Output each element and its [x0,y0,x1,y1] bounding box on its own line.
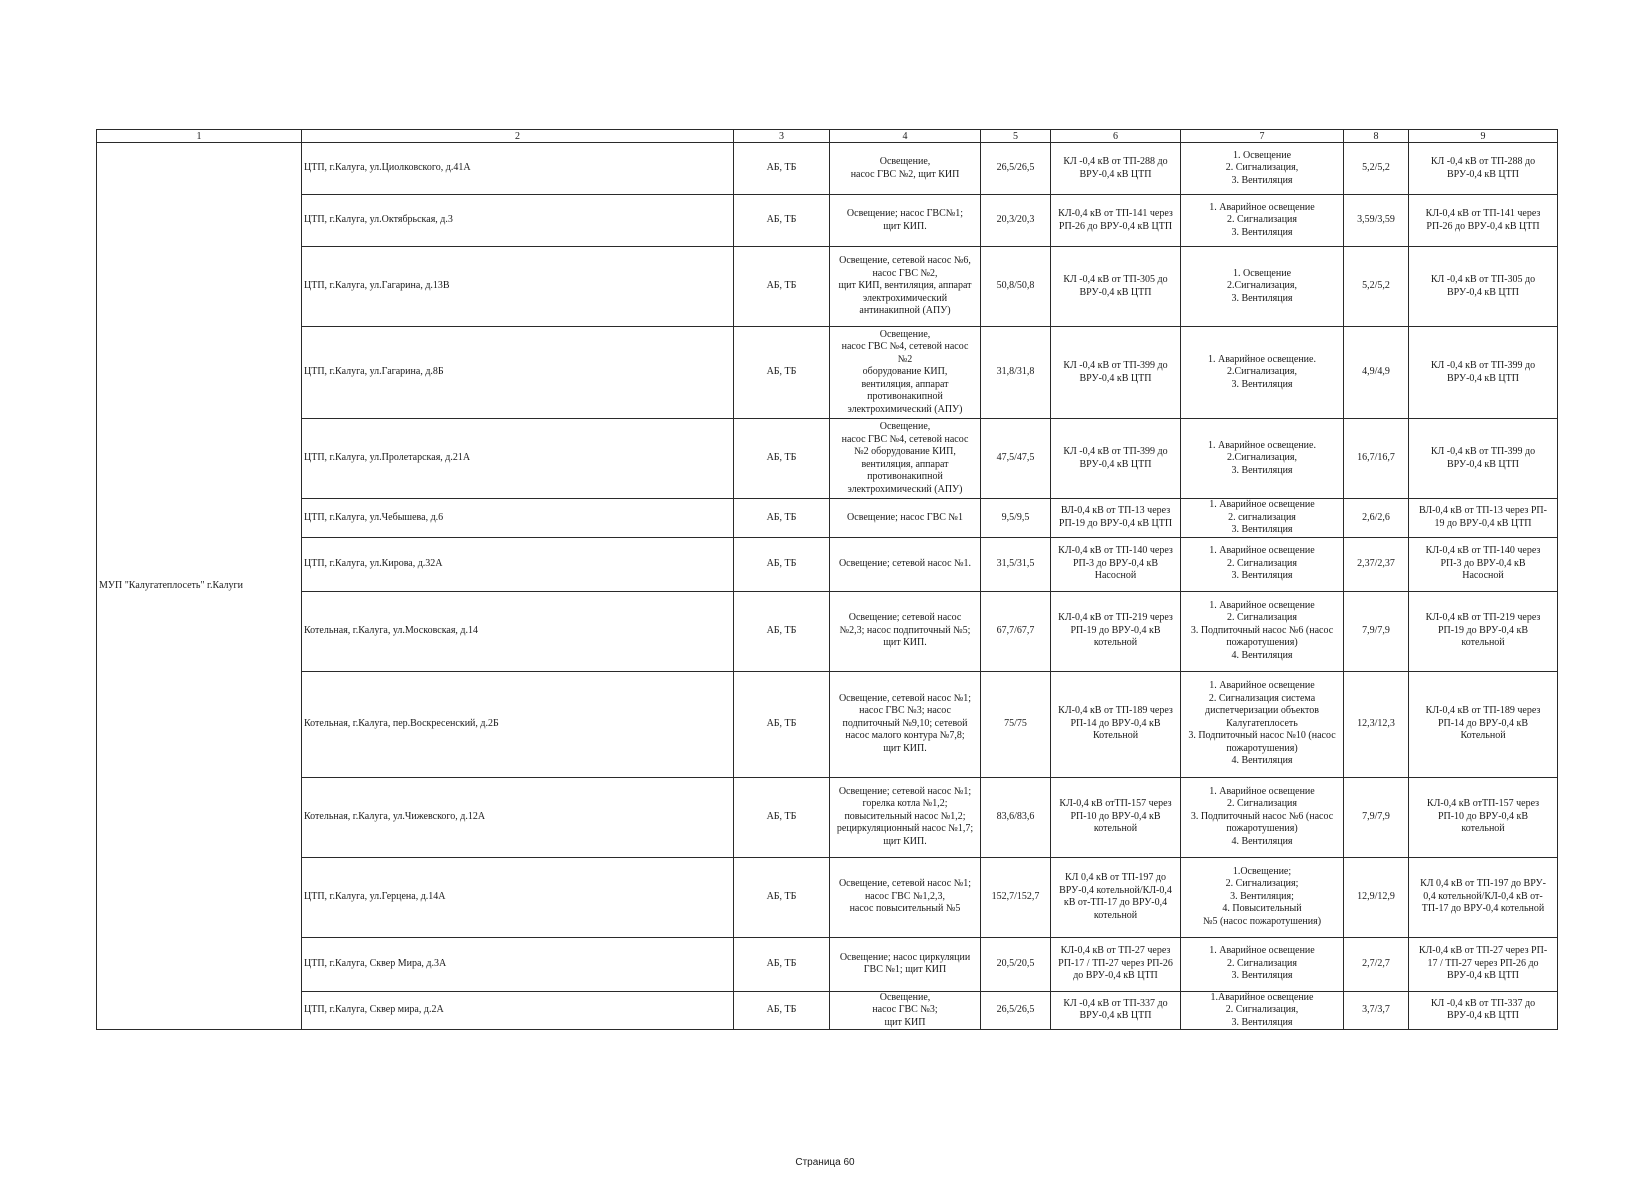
address-cell: ЦТП, г.Калуга, ул.Циолковского, д.41А [302,143,734,195]
address-cell: ЦТП, г.Калуга, Сквер Мира, д.3А [302,937,734,991]
power-cell: 31,8/31,8 [981,327,1051,419]
consumers-cell: Освещение, сетевой насос №1; насос ГВС №3; насос подпиточный №9,10; сетевой насос малого контура №7,8; щит КИП. [830,671,981,777]
power-cell: 67,7/67,7 [981,591,1051,671]
reserve-line-cell: КЛ-0,4 кВ отТП-157 через РП-10 до ВРУ-0,4 кВ котельной [1409,777,1558,857]
reserve-power-cell: 4,9/4,9 [1344,327,1409,419]
supply-line-cell: КЛ -0,4 кВ от ТП-288 до ВРУ-0,4 кВ ЦТП [1051,143,1181,195]
address-cell: Котельная, г.Калуга, пер.Воскресенский, д.2Б [302,671,734,777]
column-number-row [97,130,1558,143]
table-row [97,991,1558,1030]
column-header: 3 [734,130,830,143]
power-cell: 50,8/50,8 [981,247,1051,327]
address-cell: ЦТП, г.Калуга, Сквер мира, д.2А [302,991,734,1030]
reserve-power-cell: 16,7/16,7 [1344,419,1409,499]
reserve-line-cell: КЛ -0,4 кВ от ТП-288 до ВРУ-0,4 кВ ЦТП [1409,143,1558,195]
column-header: 9 [1409,130,1558,143]
consumers-cell: Освещение; насос ГВС№1; щит КИП. [830,195,981,247]
type-cell: АБ, ТБ [734,247,830,327]
power-cell: 152,7/152,7 [981,857,1051,937]
address-cell: ЦТП, г.Калуга, ул.Кирова, д.32А [302,537,734,591]
consumers-cell: Освещение; сетевой насос №1. [830,537,981,591]
address-cell: ЦТП, г.Калуга, ул.Пролетарская, д.21А [302,419,734,499]
supply-line-cell: КЛ -0,4 кВ от ТП-305 до ВРУ-0,4 кВ ЦТП [1051,247,1181,327]
power-cell: 9,5/9,5 [981,499,1051,538]
column-header: 2 [302,130,734,143]
consumers-cell: Освещение; сетевой насос №2,3; насос подпиточный №5; щит КИП. [830,591,981,671]
reserve-line-cell: КЛ -0,4 кВ от ТП-305 до ВРУ-0,4 кВ ЦТП [1409,247,1558,327]
column-header: 7 [1181,130,1344,143]
power-cell: 26,5/26,5 [981,143,1051,195]
table-row [97,195,1558,247]
reserve-consumers-cell: 1.Аварийное освещение 2. Сигнализация, 3. Вентиляция [1181,991,1344,1030]
column-header: 4 [830,130,981,143]
power-cell: 26,5/26,5 [981,991,1051,1030]
supply-line-cell: ВЛ-0,4 кВ от ТП-13 через РП-19 до ВРУ-0,4 кВ ЦТП [1051,499,1181,538]
reserve-consumers-cell: 1. Аварийное освещение 2. Сигнализация 3. Подпиточный насос №6 (насос пожаротушения) 4. Вентиляция [1181,777,1344,857]
reserve-power-cell: 2,37/2,37 [1344,537,1409,591]
table-row [97,537,1558,591]
type-cell: АБ, ТБ [734,537,830,591]
reserve-power-cell: 5,2/5,2 [1344,143,1409,195]
table-row [97,499,1558,538]
type-cell: АБ, ТБ [734,777,830,857]
address-cell: ЦТП, г.Калуга, ул.Октябрьская, д.3 [302,195,734,247]
type-cell: АБ, ТБ [734,143,830,195]
supply-line-cell: КЛ-0,4 кВ от ТП-219 через РП-19 до ВРУ-0,4 кВ котельной [1051,591,1181,671]
reserve-consumers-cell: 1. Аварийное освещение 2. Сигнализация 3. Вентиляция [1181,195,1344,247]
address-cell: ЦТП, г.Калуга, ул.Чебышева, д.6 [302,499,734,538]
consumers-cell: Освещение; насос ГВС №1 [830,499,981,538]
reserve-line-cell: КЛ-0,4 кВ от ТП-219 через РП-19 до ВРУ-0,4 кВ котельной [1409,591,1558,671]
supply-line-cell: КЛ 0,4 кВ от ТП-197 до ВРУ-0,4 котельной/КЛ-0,4 кВ от-ТП-17 до ВРУ-0,4 котельной [1051,857,1181,937]
type-cell: АБ, ТБ [734,937,830,991]
type-cell: АБ, ТБ [734,857,830,937]
reserve-line-cell: КЛ-0,4 кВ от ТП-27 через РП- 17 / ТП-27 через РП-26 до ВРУ-0,4 кВ ЦТП [1409,937,1558,991]
power-cell: 31,5/31,5 [981,537,1051,591]
reserve-power-cell: 7,9/7,9 [1344,777,1409,857]
reserve-power-cell: 7,9/7,9 [1344,591,1409,671]
table-row [97,247,1558,327]
table-row [97,671,1558,777]
supply-line-cell: КЛ-0,4 кВ отТП-157 через РП-10 до ВРУ-0,4 кВ котельной [1051,777,1181,857]
reserve-power-cell: 2,6/2,6 [1344,499,1409,538]
type-cell: АБ, ТБ [734,991,830,1030]
organization-cell: МУП "Калугатеплосеть" г.Калуги [97,143,302,1030]
data-table [96,129,1558,1030]
supply-line-cell: КЛ-0,4 кВ от ТП-140 через РП-3 до ВРУ-0,4 кВ Насосной [1051,537,1181,591]
table-row [97,937,1558,991]
consumers-cell: Освещение, насос ГВС №4, сетевой насос №2 оборудование КИП, вентиляция, аппарат противонакипной электрохимический (АПУ) [830,419,981,499]
reserve-power-cell: 12,3/12,3 [1344,671,1409,777]
reserve-consumers-cell: 1. Аварийное освещение 2. Сигнализация 3. Вентиляция [1181,537,1344,591]
consumers-cell: Освещение, сетевой насос №6, насос ГВС №2, щит КИП, вентиляция, аппарат электрохимический антинакипной (АПУ) [830,247,981,327]
consumers-cell: Освещение, насос ГВС №2, щит КИП [830,143,981,195]
reserve-consumers-cell: 1. Аварийное освещение. 2.Сигнализация, 3. Вентиляция [1181,419,1344,499]
type-cell: АБ, ТБ [734,419,830,499]
type-cell: АБ, ТБ [734,327,830,419]
column-header: 6 [1051,130,1181,143]
supply-line-cell: КЛ -0,4 кВ от ТП-337 до ВРУ-0,4 кВ ЦТП [1051,991,1181,1030]
power-cell: 75/75 [981,671,1051,777]
reserve-consumers-cell: 1. Освещение 2.Сигнализация, 3. Вентиляция [1181,247,1344,327]
reserve-line-cell: КЛ-0,4 кВ от ТП-189 через РП-14 до ВРУ-0,4 кВ Котельной [1409,671,1558,777]
type-cell: АБ, ТБ [734,499,830,538]
reserve-consumers-cell: 1. Аварийное освещение 2. сигнализация 3. Вентиляция [1181,499,1344,538]
supply-line-cell: КЛ-0,4 кВ от ТП-189 через РП-14 до ВРУ-0,4 кВ Котельной [1051,671,1181,777]
reserve-consumers-cell: 1. Аварийное освещение 2. Сигнализация 3. Вентиляция [1181,937,1344,991]
table-row [97,419,1558,499]
reserve-power-cell: 5,2/5,2 [1344,247,1409,327]
consumers-cell: Освещение, сетевой насос №1; насос ГВС №1,2,3, насос повысительный №5 [830,857,981,937]
consumers-cell: Освещение; насос циркуляции ГВС №1; щит КИП [830,937,981,991]
table-row [97,591,1558,671]
reserve-line-cell: КЛ -0,4 кВ от ТП-337 до ВРУ-0,4 кВ ЦТП [1409,991,1558,1030]
address-cell: ЦТП, г.Калуга, ул.Гагарина, д.13В [302,247,734,327]
consumers-cell: Освещение, насос ГВС №4, сетевой насос №2 оборудование КИП, вентиляция, аппарат противонакипной электрохимический (АПУ) [830,327,981,419]
reserve-line-cell: КЛ 0,4 кВ от ТП-197 до ВРУ- 0,4 котельной/КЛ-0,4 кВ от- ТП-17 до ВРУ-0,4 котельной [1409,857,1558,937]
type-cell: АБ, ТБ [734,671,830,777]
reserve-line-cell: КЛ-0,4 кВ от ТП-140 через РП-3 до ВРУ-0,4 кВ Насосной [1409,537,1558,591]
reserve-power-cell: 3,59/3,59 [1344,195,1409,247]
reserve-consumers-cell: 1. Аварийное освещение 2. Сигнализация система диспетчеризации объектов Калугатеплосеть 3. Подпиточный насос №10 (насос пожаротушения) 4. Вентиляция [1181,671,1344,777]
power-cell: 20,3/20,3 [981,195,1051,247]
column-header: 5 [981,130,1051,143]
address-cell: ЦТП, г.Калуга, ул.Герцена, д.14А [302,857,734,937]
column-header: 8 [1344,130,1409,143]
table-row [97,857,1558,937]
table-row [97,777,1558,857]
reserve-power-cell: 3,7/3,7 [1344,991,1409,1030]
type-cell: АБ, ТБ [734,195,830,247]
consumers-cell: Освещение; сетевой насос №1; горелка котла №1,2; повысительный насос №1,2; рециркуляционный насос №1,7; щит КИП. [830,777,981,857]
address-cell: ЦТП, г.Калуга, ул.Гагарина, д.8Б [302,327,734,419]
address-cell: Котельная, г.Калуга, ул.Чижевского, д.12А [302,777,734,857]
reserve-consumers-cell: 1.Освещение; 2. Сигнализация; 3. Вентиляция; 4. Повысительный №5 (насос пожаротушения) [1181,857,1344,937]
reserve-consumers-cell: 1. Аварийное освещение 2. Сигнализация 3. Подпиточный насос №6 (насос пожаротушения) 4. Вентиляция [1181,591,1344,671]
supply-line-cell: КЛ-0,4 кВ от ТП-27 через РП-17 / ТП-27 через РП-26 до ВРУ-0,4 кВ ЦТП [1051,937,1181,991]
power-cell: 20,5/20,5 [981,937,1051,991]
power-cell: 47,5/47,5 [981,419,1051,499]
reserve-line-cell: КЛ -0,4 кВ от ТП-399 до ВРУ-0,4 кВ ЦТП [1409,419,1558,499]
reserve-line-cell: КЛ-0,4 кВ от ТП-141 через РП-26 до ВРУ-0,4 кВ ЦТП [1409,195,1558,247]
column-header: 1 [97,130,302,143]
table-row [97,143,1558,195]
table-row [97,327,1558,419]
reserve-consumers-cell: 1. Аварийное освещение. 2.Сигнализация, 3. Вентиляция [1181,327,1344,419]
type-cell: АБ, ТБ [734,591,830,671]
supply-line-cell: КЛ -0,4 кВ от ТП-399 до ВРУ-0,4 кВ ЦТП [1051,327,1181,419]
address-cell: Котельная, г.Калуга, ул.Московская, д.14 [302,591,734,671]
consumers-cell: Освещение, насос ГВС №3; щит КИП [830,991,981,1030]
supply-line-cell: КЛ-0,4 кВ от ТП-141 через РП-26 до ВРУ-0,4 кВ ЦТП [1051,195,1181,247]
supply-line-cell: КЛ -0,4 кВ от ТП-399 до ВРУ-0,4 кВ ЦТП [1051,419,1181,499]
reserve-power-cell: 12,9/12,9 [1344,857,1409,937]
reserve-power-cell: 2,7/2,7 [1344,937,1409,991]
table-body [97,143,1558,1030]
power-cell: 83,6/83,6 [981,777,1051,857]
reserve-line-cell: ВЛ-0,4 кВ от ТП-13 через РП- 19 до ВРУ-0,4 кВ ЦТП [1409,499,1558,538]
reserve-line-cell: КЛ -0,4 кВ от ТП-399 до ВРУ-0,4 кВ ЦТП [1409,327,1558,419]
page-number: Страница 60 [795,1157,855,1168]
reserve-consumers-cell: 1. Освещение 2. Сигнализация, 3. Вентиляция [1181,143,1344,195]
